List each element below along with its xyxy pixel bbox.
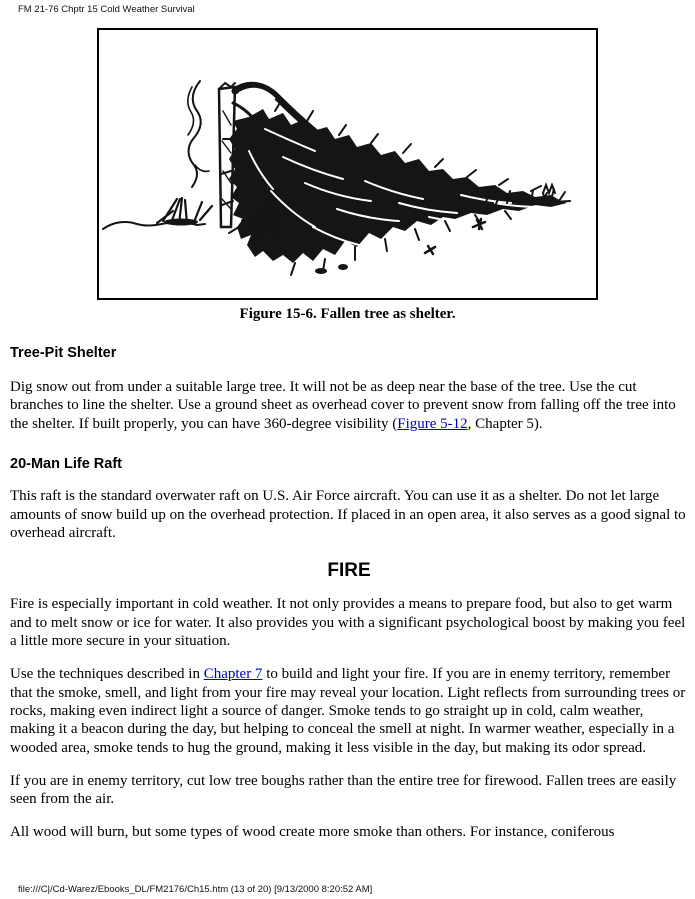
- heading-fire: FIRE: [327, 560, 371, 582]
- paragraph-text: Use the techniques described in: [10, 666, 204, 683]
- paragraph-text: to build and light your fire. If you are in enemy territory, remember that the smoke, smell, and light from your fire may reveal your location. Light reflects from surrounding trees or rocks, making even indirect light a source of danger. Smoke tends to go straight up in cold, calm weather, making it a beacon during the day, but helping to conceal the smell at night. In warmer weather, especially in a wooded area, smoke tends to hug the ground, making it less visible in the day, but making its odor spread.: [10, 666, 686, 756]
- paragraph-enemy-territory-firewood: If you are in enemy territory, cut low tree boughs rather than the entire tree for firewood. Fallen trees are easily seen from the air.: [10, 772, 677, 808]
- link-figure-5-12[interactable]: Figure 5-12: [397, 415, 468, 432]
- paragraph-text: , Chapter 5).: [467, 415, 543, 432]
- tree-canopy: [221, 101, 567, 275]
- document-body: [10, 338, 688, 841]
- fallen-tree-illustration: [99, 30, 596, 298]
- heading-20-man-life-raft: 20-Man Life Raft: [10, 456, 122, 473]
- paragraph-wood-smoke: All wood will burn, but some types of wood create more smoke than others. For instance, coniferous: [10, 824, 615, 840]
- figure-frame: [97, 28, 598, 300]
- heading-tree-pit-shelter: Tree-Pit Shelter: [10, 345, 117, 361]
- status-bar-file-path: file:///C|/Cd-Warez/Ebooks_DL/FM2176/Ch15.htm (13 of 20) [9/13/2000 8:20:52 AM]: [18, 884, 373, 895]
- paragraph-text: Dig snow out from under a suitable large tree. It will not be as deep near the base of the tree. Use the cut branches to line the shelter. Use a ground sheet as overhead cover to prevent snow from falling off the tree into the shelter. If built properly, you can have 360-degree visibility (: [10, 379, 676, 432]
- paragraph-tree-pit: [10, 378, 688, 433]
- paragraph-fire-techniques: [10, 665, 688, 757]
- fallen-twigs: [425, 219, 485, 254]
- paragraph-life-raft: This raft is the standard overwater raft on U.S. Air Force aircraft. You can use it as a shelter. Do not let large amounts of snow build up on the overhead protection. If placed in an open area, it also serves as a good signal to overhead aircraft.: [10, 488, 686, 542]
- link-chapter-7[interactable]: Chapter 7: [203, 666, 263, 683]
- page-header-title: FM 21-76 Chptr 15 Cold Weather Survival: [18, 4, 195, 15]
- paragraph-fire-importance: Fire is especially important in cold weather. It not only provides a means to prepare food, but also to get warm and to melt snow or ice for water. It also provides you with a significant psychological boost by making you feel a little more secure in your situation.: [10, 596, 686, 650]
- figure-caption: Figure 15-6. Fallen tree as shelter.: [239, 306, 456, 322]
- grass-tuft: [157, 198, 212, 226]
- bark-strips: [188, 81, 209, 187]
